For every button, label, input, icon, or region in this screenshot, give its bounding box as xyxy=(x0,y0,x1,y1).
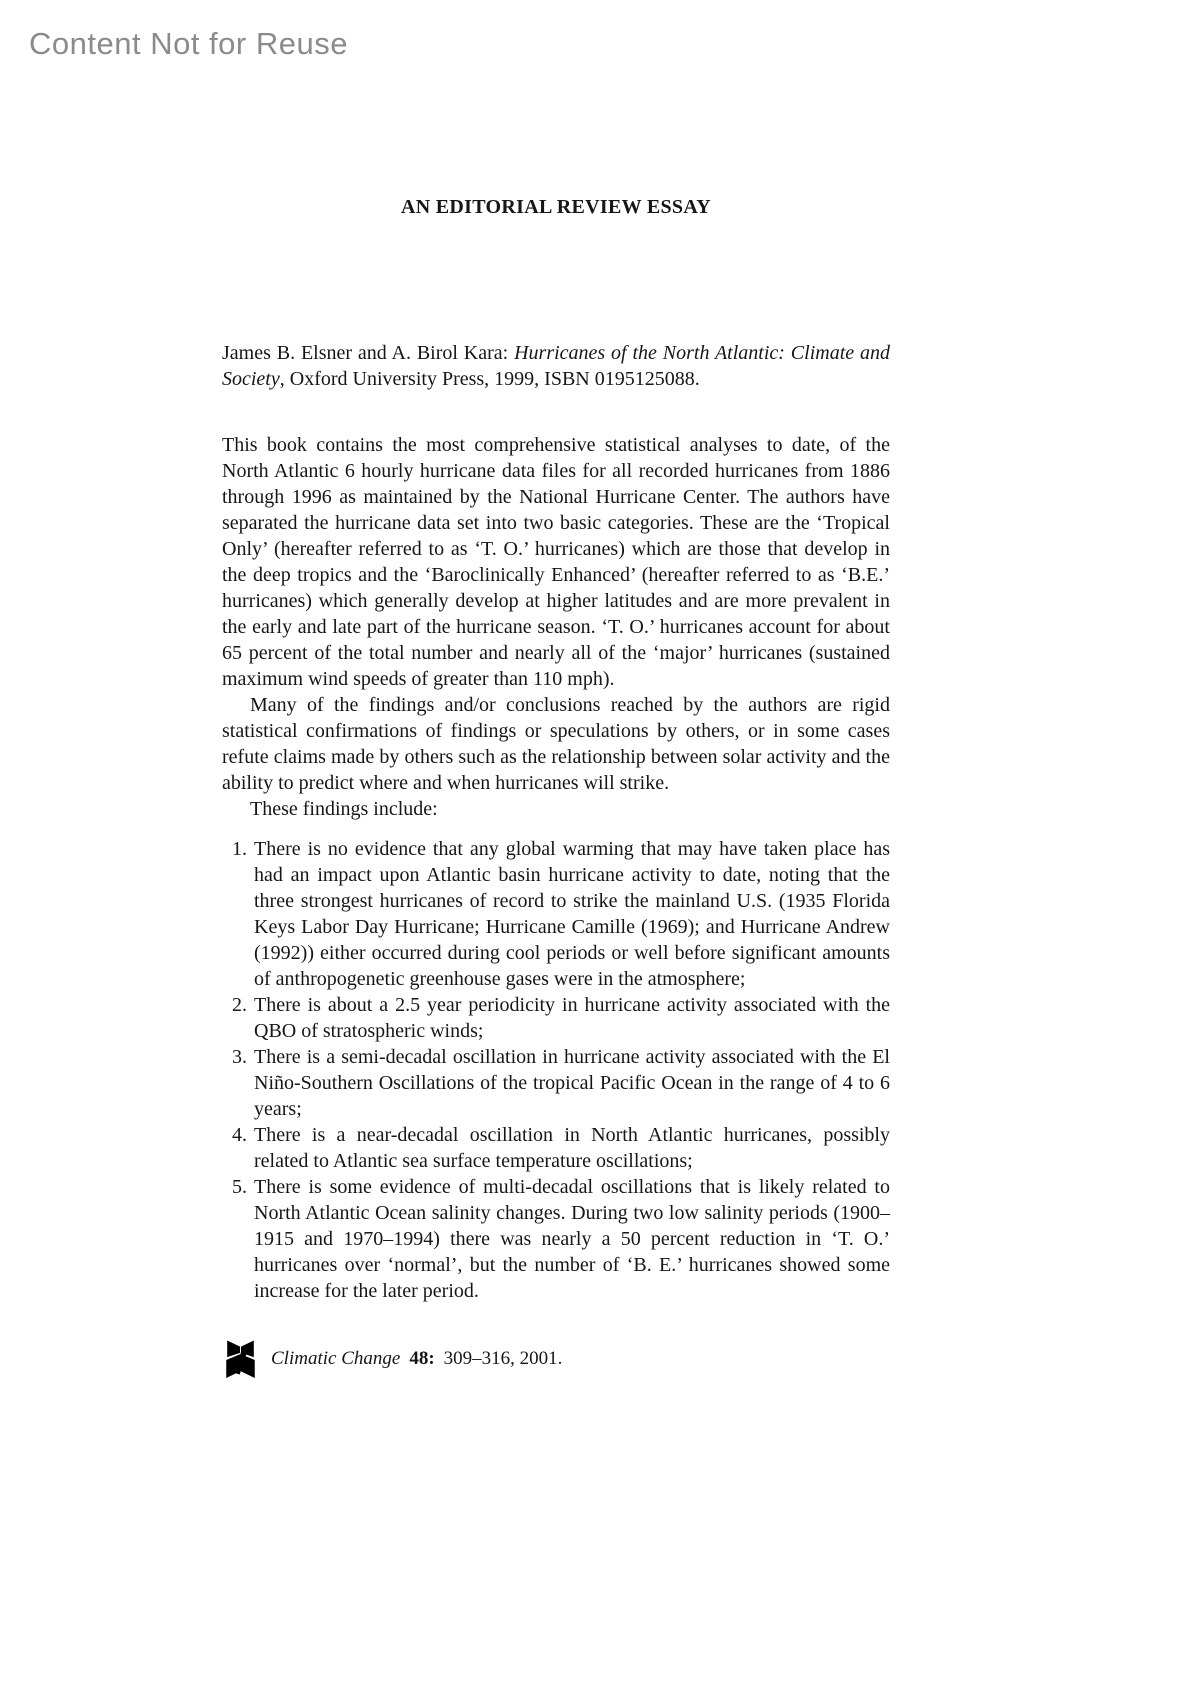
list-item xyxy=(232,992,890,1044)
list-item-text: There is about a 2.5 year periodicity in hurricane activity associated with the QBO of stratospheric winds; xyxy=(254,994,890,1042)
list-item xyxy=(232,836,890,992)
journal-volume: 48: xyxy=(409,1348,435,1369)
list-item-number: 2. xyxy=(232,994,247,1016)
list-item-text: There is a semi-decadal oscillation in hurricane activity associated with the El Niño-Southern Oscillations of the tropical Pacific Ocean in the range of 4 to 6 years; xyxy=(254,1046,890,1120)
essay-body xyxy=(222,432,890,1304)
list-item xyxy=(232,1044,890,1122)
journal-citation-line xyxy=(271,1348,562,1370)
list-item xyxy=(232,1122,890,1174)
book-citation xyxy=(222,340,890,392)
list-item-number: 4. xyxy=(232,1124,247,1146)
journal-footer xyxy=(224,1340,562,1378)
list-item-number: 3. xyxy=(232,1046,247,1068)
page-title: AN EDITORIAL REVIEW ESSAY xyxy=(400,196,712,219)
list-item xyxy=(232,1174,890,1304)
list-item-text: There is a near-decadal oscillation in North Atlantic hurricanes, possibly related to Atlantic sea surface temperature oscillations; xyxy=(254,1124,890,1172)
paragraph-overview: This book contains the most comprehensive statistical analyses to date, of the North Atlantic 6 hourly hurricane data files for all recorded hurricanes from 1886 through 1996 as maintained by the National Hurricane Center. The authors have separated the hurricane data set into two basic categories. These are the ‘Tropical Only’ (hereafter referred to as ‘T. O.’ hurricanes) which are those that develop in the deep tropics and the ‘Baroclinically Enhanced’ (hereafter referred to as ‘B.E.’ hurricanes) which generally develop at higher latitudes and are more prevalent in the early and late part of the hurricane season. ‘T. O.’ hurricanes account for about 65 percent of the total number and nearly all of the ‘major’ hurricanes (sustained maximum wind speeds of greater than 110 mph). xyxy=(222,434,890,690)
citation-authors: James B. Elsner and A. Birol Kara: xyxy=(222,342,515,364)
citation-publisher-isbn: , Oxford University Press, 1999, ISBN 0195125088. xyxy=(279,368,700,390)
list-item-number: 5. xyxy=(232,1176,247,1198)
list-item-number: 1. xyxy=(232,838,247,860)
citation-book-title: Hurricanes of the North Atlantic: Climate and Society xyxy=(222,342,890,390)
findings-intro: These findings include: xyxy=(250,798,438,820)
findings-list xyxy=(222,836,890,1304)
list-item-text: There is no evidence that any global warming that may have taken place has had an impact upon Atlantic basin hurricane activity to date, noting that the three strongest hurricanes of record to strike the mainland U.S. (1935 Florida Keys Labor Day Hurricane; Hurricane Camille (1969); and Hurricane Andrew (1992)) either occurred during cool periods or well before significant amounts of anthropogenetic greenhouse gases were in the atmosphere; xyxy=(254,838,890,990)
content-not-for-reuse-watermark: Content Not for Reuse xyxy=(29,26,348,61)
journal-pages: 309–316, 2001. xyxy=(443,1348,563,1369)
publisher-logo-icon xyxy=(224,1340,257,1378)
journal-name: Climatic Change xyxy=(271,1348,401,1369)
paragraph-conclusions: Many of the findings and/or conclusions reached by the authors are rigid statistical confirmations of findings or speculations by others, or in some cases refute claims made by others such as the relationship between solar activity and the ability to predict where and when hurricanes will strike. xyxy=(222,694,890,794)
list-item-text: There is some evidence of multi-decadal oscillations that is likely related to North Atlantic Ocean salinity changes. During two low salinity periods (1900–1915 and 1970–1994) there was nearly a 50 percent reduction in ‘T. O.’ hurricanes over ‘normal’, but the number of ‘B. E.’ hurricanes showed some increase for the later period. xyxy=(254,1176,890,1302)
